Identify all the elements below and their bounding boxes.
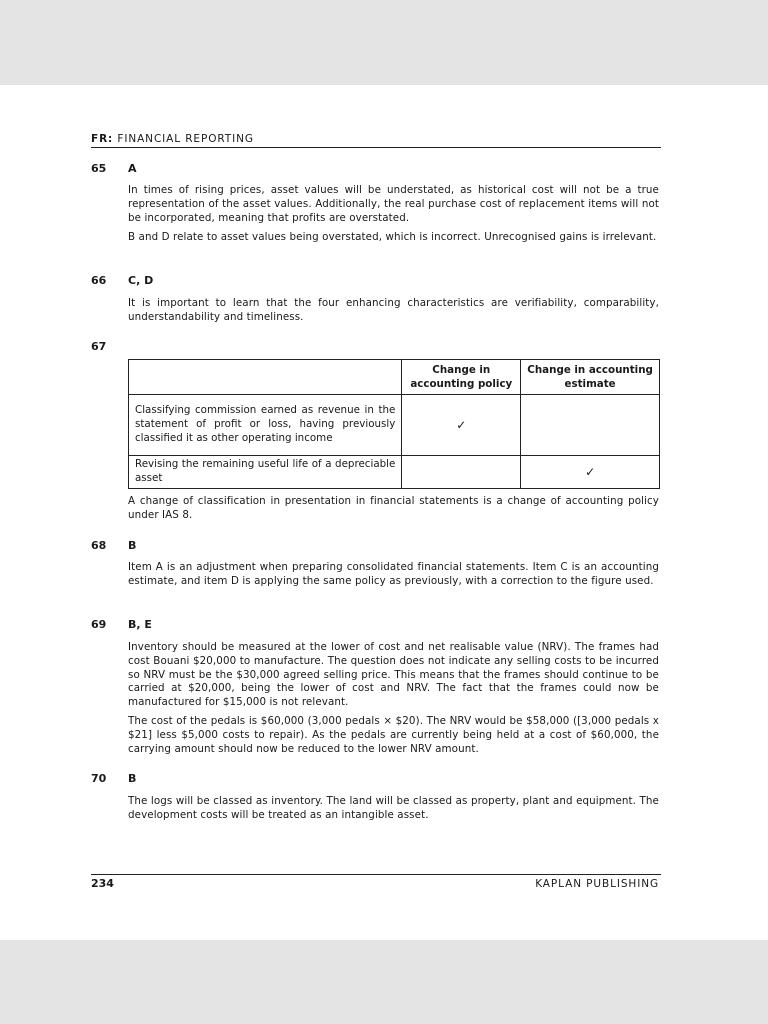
question-number: 66 <box>91 274 107 287</box>
question-number: 67 <box>91 340 107 353</box>
publisher-name: KAPLAN PUBLISHING <box>535 878 659 890</box>
table-cell-empty <box>402 456 521 489</box>
page-number: 234 <box>91 877 114 890</box>
header-rule <box>91 147 661 148</box>
question-number: 65 <box>91 162 107 175</box>
running-header <box>91 133 661 145</box>
footer-rule <box>91 874 661 875</box>
table-header-estimate: Change in accounting estimate <box>521 360 660 395</box>
check-icon: ✓ <box>402 395 521 456</box>
question-number: 68 <box>91 539 107 552</box>
background-bottom <box>0 940 768 1024</box>
explanation-paragraph: It is important to learn that the four enhancing characteristics are verifiability, comparability, understandability and timeliness. <box>128 297 659 323</box>
question-answer: B, E <box>128 618 152 631</box>
background-top <box>0 0 768 85</box>
explanation-paragraph: A change of classification in presentation in financial statements is a change of accounting policy under IAS 8. <box>128 495 659 521</box>
policy-estimate-table <box>128 359 660 489</box>
table-header-row <box>129 360 660 395</box>
question-answer: B <box>128 772 137 785</box>
check-icon: ✓ <box>521 456 660 489</box>
explanation-paragraph: B and D relate to asset values being overstated, which is incorrect. Unrecognised gains is irrelevant. <box>128 231 657 243</box>
explanation-paragraph: In times of rising prices, asset values will be understated, as historical cost will not be a true representation of the asset values. Additionally, the real purchase cost of replacement items will not be incorporated, meaning that profits are overstated. <box>128 184 659 224</box>
header-title: FINANCIAL REPORTING <box>113 133 254 145</box>
table-cell-empty <box>521 395 660 456</box>
table-row <box>129 395 660 456</box>
question-answer: A <box>128 162 137 175</box>
table-row <box>129 456 660 489</box>
explanation-paragraph: Item A is an adjustment when preparing consolidated financial statements. Item C is an accounting estimate, and item D is applying the same policy as previously, with a correction to the figure used. <box>128 561 659 587</box>
question-number: 69 <box>91 618 107 631</box>
question-answer: C, D <box>128 274 154 287</box>
table-header-blank <box>129 360 402 395</box>
table-cell-description: Classifying commission earned as revenue in the statement of profit or loss, having previously classified it as other operating income <box>129 395 402 456</box>
explanation-paragraph: The logs will be classed as inventory. The land will be classed as property, plant and equipment. The development costs will be treated as an intangible asset. <box>128 795 659 821</box>
document-page <box>0 85 768 940</box>
explanation-paragraph: The cost of the pedals is $60,000 (3,000 pedals × $20). The NRV would be $58,000 ([3,000 pedals x $21] less $5,000 costs to repair). As the pedals are currently being held at a cost of $60,000, the carrying amount should now be reduced to the lower NRV amount. <box>128 715 659 755</box>
header-bold: FR: <box>91 133 114 145</box>
explanation-paragraph: Inventory should be measured at the lower of cost and net realisable value (NRV). The frames had cost Bouani $20,000 to manufacture. The question does not indicate any selling costs to be incurred so NRV must be the $30,000 agreed selling price. This means that the frames should continue to be carried at $20,000, being the lower of cost and NRV. The fact that the frames could now be manufactured for $15,000 is not relevant. <box>128 641 659 709</box>
question-number: 70 <box>91 772 107 785</box>
table-cell-description: Revising the remaining useful life of a depreciable asset <box>129 456 402 489</box>
question-answer: B <box>128 539 137 552</box>
table-header-policy: Change in accounting policy <box>402 360 521 395</box>
